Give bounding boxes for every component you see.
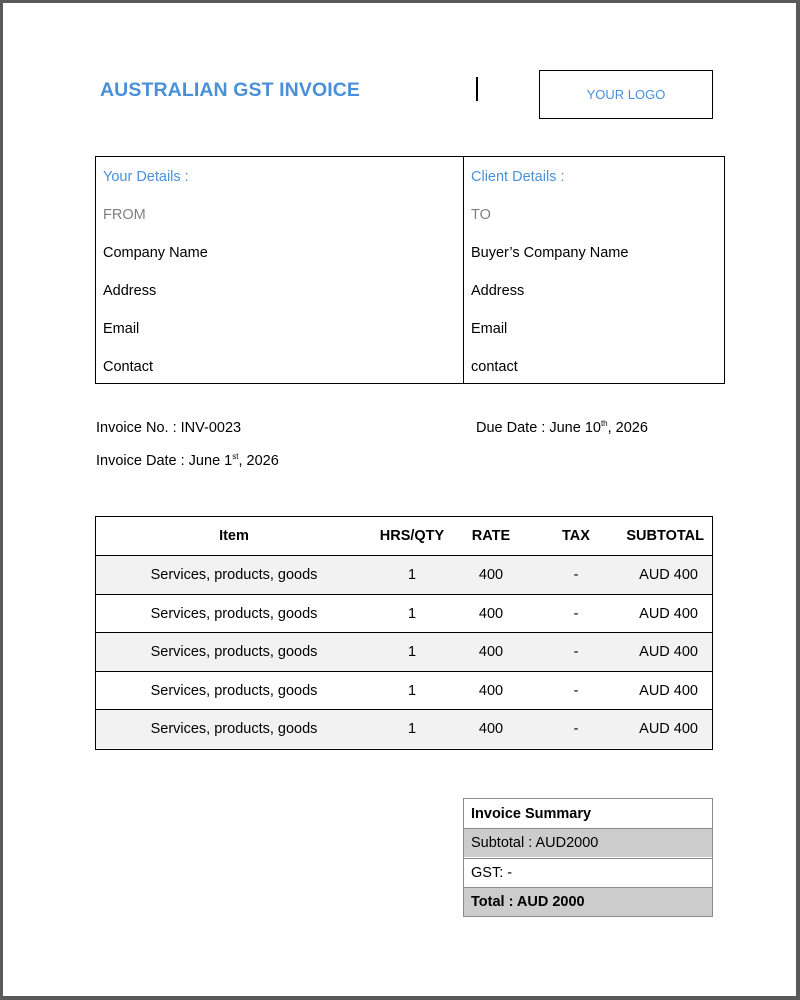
invoice-date[interactable] (96, 453, 279, 469)
qty-cell: 1 (407, 721, 417, 737)
summary-total[interactable]: Total : AUD 2000 (464, 887, 712, 916)
tax-cell: - (573, 606, 579, 622)
subtotal-cell: AUD 400 (639, 567, 698, 583)
to-label: TO (471, 207, 491, 223)
subtotal-cell: AUD 400 (639, 721, 698, 737)
table-header-row (96, 517, 712, 555)
your-details-heading: Your Details : (103, 169, 189, 185)
rate-cell: 400 (478, 606, 504, 622)
due-date-year: , 2026 (607, 420, 648, 436)
your-contact-field[interactable]: Contact (103, 359, 153, 375)
details-box (95, 156, 725, 384)
tax-cell: - (573, 644, 579, 660)
column-header-tax: TAX (562, 528, 590, 544)
due-date-text: Due Date : June 10 (476, 420, 601, 436)
your-details-column (96, 157, 464, 383)
column-header-item: Item (219, 528, 249, 544)
column-header-rate: RATE (471, 528, 511, 544)
invoice-page (3, 3, 796, 996)
item-cell: Services, products, goods (150, 683, 318, 699)
your-email-field[interactable]: Email (103, 321, 140, 337)
invoice-summary (463, 798, 713, 917)
qty-cell: 1 (407, 683, 417, 699)
client-contact-field[interactable]: contact (471, 359, 518, 375)
item-cell: Services, products, goods (150, 644, 318, 660)
invoice-date-text: Invoice Date : June 1 (96, 453, 233, 469)
summary-heading: Invoice Summary (471, 805, 592, 822)
subtotal-cell: AUD 400 (639, 683, 698, 699)
your-address-field[interactable]: Address (103, 283, 157, 299)
invoice-title: AUSTRALIAN GST INVOICE (100, 79, 361, 101)
subtotal-cell: AUD 400 (639, 644, 698, 660)
qty-cell: 1 (407, 606, 417, 622)
column-header-subtotal: SUBTOTAL (626, 528, 704, 544)
invoice-date-ordinal: st (232, 452, 239, 462)
summary-subtotal[interactable]: Subtotal : AUD2000 (464, 828, 712, 857)
items-table (95, 516, 713, 750)
table-row[interactable] (96, 671, 712, 710)
client-details-column (464, 157, 724, 383)
rate-cell: 400 (478, 721, 504, 737)
tax-cell: - (573, 721, 579, 737)
subtotal-cell: AUD 400 (639, 606, 698, 622)
qty-cell: 1 (407, 644, 417, 660)
item-cell: Services, products, goods (150, 606, 318, 622)
client-details-heading: Client Details : (471, 169, 565, 185)
rate-cell: 400 (478, 683, 504, 699)
your-company-field[interactable]: Company Name (103, 245, 208, 261)
due-date[interactable] (476, 420, 648, 436)
client-address-field[interactable]: Address (471, 283, 525, 299)
invoice-number-label: Invoice No. : (96, 420, 177, 436)
client-email-field[interactable]: Email (471, 321, 508, 337)
invoice-date-year: , 2026 (238, 453, 279, 469)
due-date-ordinal: th (600, 419, 608, 429)
column-header-qty: HRS/QTY (379, 528, 445, 544)
summary-gst[interactable]: GST: - (464, 858, 712, 887)
logo-label: YOUR LOGO (586, 87, 666, 102)
item-cell: Services, products, goods (150, 721, 318, 737)
table-row[interactable] (96, 594, 712, 633)
item-cell: Services, products, goods (150, 567, 318, 583)
qty-cell: 1 (407, 567, 417, 583)
logo-placeholder[interactable] (539, 70, 713, 119)
table-row[interactable] (96, 555, 712, 594)
table-row[interactable] (96, 632, 712, 671)
rate-cell: 400 (478, 567, 504, 583)
from-label: FROM (103, 207, 146, 223)
rate-cell: 400 (478, 644, 504, 660)
tax-cell: - (573, 567, 579, 583)
invoice-number[interactable] (96, 420, 241, 436)
tax-cell: - (573, 683, 579, 699)
invoice-number-value: INV-0023 (180, 420, 242, 436)
client-company-field[interactable]: Buyer’s Company Name (471, 245, 629, 261)
text-cursor (476, 77, 478, 101)
table-row[interactable] (96, 709, 712, 748)
